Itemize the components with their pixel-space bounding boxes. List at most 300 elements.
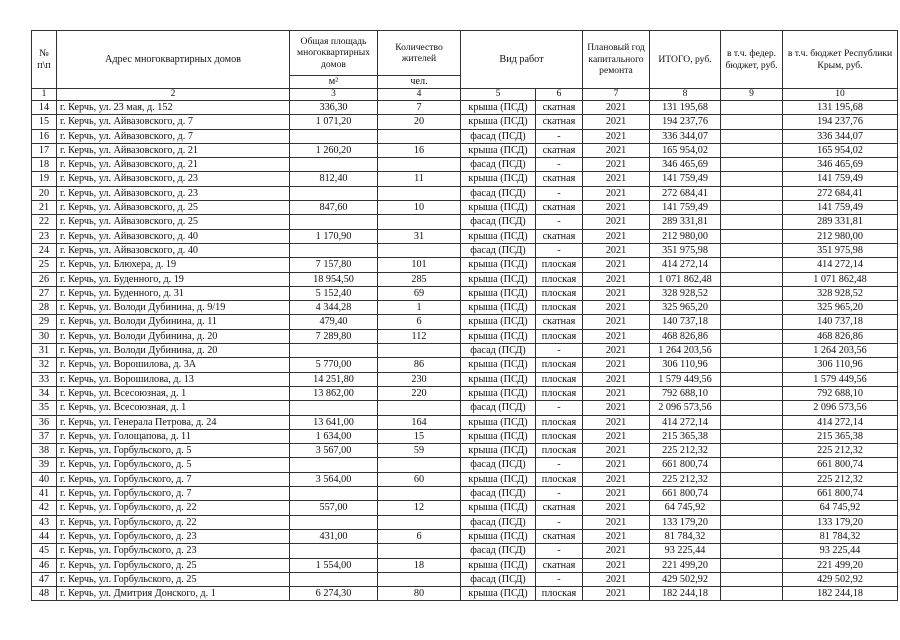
cell-num: 45 — [32, 544, 57, 558]
cell-address: г. Керчь, ул. Горбульского, д. 5 — [57, 458, 290, 472]
cell-crimea: 215 365,38 — [783, 429, 898, 443]
cell-crimea: 64 745,92 — [783, 501, 898, 515]
cell-crimea: 414 272,14 — [783, 415, 898, 429]
cell-area — [290, 129, 378, 143]
cell-num: 21 — [32, 201, 57, 215]
cell-residents: 112 — [378, 329, 461, 343]
cell-address: г. Керчь, ул. Буденного, д. 31 — [57, 286, 290, 300]
table-row — [32, 115, 898, 129]
cell-total: 468 826,86 — [650, 329, 721, 343]
cell-crimea: 346 465,69 — [783, 158, 898, 172]
cell-federal — [721, 444, 783, 458]
cell-federal — [721, 229, 783, 243]
column-number: 3 — [290, 89, 378, 101]
cell-num: 40 — [32, 472, 57, 486]
cell-address: г. Керчь, ул. Горбульского, д. 22 — [57, 515, 290, 529]
cell-roof-kind: - — [536, 458, 583, 472]
cell-total: 140 737,18 — [650, 315, 721, 329]
cell-area: 3 567,00 — [290, 444, 378, 458]
header-year: Плановый год капитального ремонта — [583, 31, 650, 89]
cell-crimea: 2 096 573,56 — [783, 401, 898, 415]
cell-area — [290, 186, 378, 200]
cell-area — [290, 487, 378, 501]
cell-address: г. Керчь, ул. Всесоюзная, д. 1 — [57, 386, 290, 400]
cell-num: 23 — [32, 229, 57, 243]
cell-address: г. Керчь, ул. Айвазовского, д. 40 — [57, 243, 290, 257]
cell-year: 2021 — [583, 129, 650, 143]
cell-address: г. Керчь, ул. Айвазовского, д. 7 — [57, 129, 290, 143]
cell-roof-kind: скатная — [536, 115, 583, 129]
cell-crimea: 289 331,81 — [783, 215, 898, 229]
cell-residents: 285 — [378, 272, 461, 286]
cell-federal — [721, 386, 783, 400]
cell-roof-kind: - — [536, 544, 583, 558]
cell-address: г. Керчь, ул. Айвазовского, д. 23 — [57, 172, 290, 186]
cell-year: 2021 — [583, 358, 650, 372]
cell-area — [290, 544, 378, 558]
cell-residents: 12 — [378, 501, 461, 515]
cell-total: 328 928,52 — [650, 286, 721, 300]
cell-num: 39 — [32, 458, 57, 472]
cell-residents: 6 — [378, 315, 461, 329]
table-body — [32, 101, 898, 601]
cell-residents: 59 — [378, 444, 461, 458]
cell-year: 2021 — [583, 372, 650, 386]
cell-federal — [721, 101, 783, 115]
column-number-row — [32, 89, 898, 101]
cell-work-type: крыша (ПСД) — [461, 258, 536, 272]
cell-roof-kind: - — [536, 186, 583, 200]
cell-residents: 86 — [378, 358, 461, 372]
cell-residents: 31 — [378, 229, 461, 243]
cell-roof-kind: плоская — [536, 444, 583, 458]
table-row — [32, 229, 898, 243]
cell-address: г. Керчь, ул. Горбульского, д. 7 — [57, 487, 290, 501]
cell-num: 37 — [32, 429, 57, 443]
cell-total: 289 331,81 — [650, 215, 721, 229]
cell-area — [290, 572, 378, 586]
cell-crimea: 1 579 449,56 — [783, 372, 898, 386]
cell-area: 18 954,50 — [290, 272, 378, 286]
cell-work-type: крыша (ПСД) — [461, 201, 536, 215]
cell-area: 13 641,00 — [290, 415, 378, 429]
cell-total: 1 264 203,56 — [650, 344, 721, 358]
cell-year: 2021 — [583, 186, 650, 200]
cell-federal — [721, 572, 783, 586]
cell-address: г. Керчь, ул. Володи Дубинина, д. 9/19 — [57, 301, 290, 315]
header-area-unit: м² — [290, 76, 378, 89]
cell-roof-kind: - — [536, 401, 583, 415]
cell-federal — [721, 472, 783, 486]
cell-crimea: 225 212,32 — [783, 444, 898, 458]
cell-work-type: крыша (ПСД) — [461, 444, 536, 458]
cell-year: 2021 — [583, 243, 650, 257]
table-row — [32, 429, 898, 443]
cell-area — [290, 458, 378, 472]
cell-area: 336,30 — [290, 101, 378, 115]
cell-year: 2021 — [583, 143, 650, 157]
cell-work-type: крыша (ПСД) — [461, 143, 536, 157]
cell-address: г. Керчь, ул. Айвазовского, д. 25 — [57, 215, 290, 229]
table-row — [32, 386, 898, 400]
cell-crimea: 468 826,86 — [783, 329, 898, 343]
cell-total: 272 684,41 — [650, 186, 721, 200]
table-row — [32, 258, 898, 272]
cell-roof-kind: скатная — [536, 529, 583, 543]
cell-residents: 220 — [378, 386, 461, 400]
cell-area: 847,60 — [290, 201, 378, 215]
table-row — [32, 129, 898, 143]
table-row — [32, 301, 898, 315]
cell-num: 14 — [32, 101, 57, 115]
cell-address: г. Керчь, ул. Володи Дубинина, д. 20 — [57, 329, 290, 343]
cell-work-type: фасад (ПСД) — [461, 458, 536, 472]
cell-num: 41 — [32, 487, 57, 501]
cell-year: 2021 — [583, 386, 650, 400]
cell-residents — [378, 215, 461, 229]
cell-residents: 15 — [378, 429, 461, 443]
table-row — [32, 143, 898, 157]
cell-work-type: крыша (ПСД) — [461, 315, 536, 329]
cell-year: 2021 — [583, 115, 650, 129]
cell-federal — [721, 329, 783, 343]
cell-area: 6 274,30 — [290, 587, 378, 601]
cell-total: 64 745,92 — [650, 501, 721, 515]
header-residents: Количество жителей — [378, 31, 461, 76]
cell-area — [290, 344, 378, 358]
repair-plan-table — [31, 30, 898, 601]
cell-federal — [721, 143, 783, 157]
cell-federal — [721, 587, 783, 601]
cell-total: 306 110,96 — [650, 358, 721, 372]
cell-residents: 60 — [378, 472, 461, 486]
cell-work-type: крыша (ПСД) — [461, 386, 536, 400]
cell-address: г. Керчь, ул. Голощапова, д. 11 — [57, 429, 290, 443]
cell-area: 7 157,80 — [290, 258, 378, 272]
cell-total: 336 344,07 — [650, 129, 721, 143]
cell-residents: 18 — [378, 558, 461, 572]
cell-year: 2021 — [583, 229, 650, 243]
cell-work-type: крыша (ПСД) — [461, 172, 536, 186]
cell-crimea: 141 759,49 — [783, 172, 898, 186]
cell-num: 48 — [32, 587, 57, 601]
cell-federal — [721, 401, 783, 415]
cell-work-type: крыша (ПСД) — [461, 472, 536, 486]
cell-total: 325 965,20 — [650, 301, 721, 315]
cell-year: 2021 — [583, 258, 650, 272]
table-row — [32, 415, 898, 429]
table-row — [32, 515, 898, 529]
cell-address: г. Керчь, ул. Айвазовского, д. 7 — [57, 115, 290, 129]
cell-federal — [721, 358, 783, 372]
cell-roof-kind: - — [536, 129, 583, 143]
cell-num: 32 — [32, 358, 57, 372]
cell-residents: 10 — [378, 201, 461, 215]
cell-num: 35 — [32, 401, 57, 415]
cell-crimea: 93 225,44 — [783, 544, 898, 558]
cell-total: 221 499,20 — [650, 558, 721, 572]
cell-address: г. Керчь, ул. Айвазовского, д. 21 — [57, 158, 290, 172]
cell-num: 27 — [32, 286, 57, 300]
cell-federal — [721, 186, 783, 200]
cell-crimea: 414 272,14 — [783, 258, 898, 272]
cell-total: 414 272,14 — [650, 415, 721, 429]
cell-crimea: 212 980,00 — [783, 229, 898, 243]
cell-crimea: 272 684,41 — [783, 186, 898, 200]
cell-total: 661 800,74 — [650, 487, 721, 501]
column-number: 4 — [378, 89, 461, 101]
cell-federal — [721, 415, 783, 429]
cell-area — [290, 243, 378, 257]
cell-roof-kind: плоская — [536, 587, 583, 601]
cell-area — [290, 158, 378, 172]
cell-crimea: 429 502,92 — [783, 572, 898, 586]
cell-num: 44 — [32, 529, 57, 543]
table-row — [32, 372, 898, 386]
cell-address: г. Керчь, ул. Генерала Петрова, д. 24 — [57, 415, 290, 429]
cell-num: 17 — [32, 143, 57, 157]
cell-num: 38 — [32, 444, 57, 458]
cell-total: 429 502,92 — [650, 572, 721, 586]
cell-crimea: 81 784,32 — [783, 529, 898, 543]
cell-roof-kind: - — [536, 572, 583, 586]
cell-address: г. Керчь, ул. Володи Дубинина, д. 11 — [57, 315, 290, 329]
cell-address: г. Керчь, ул. Ворошилова, д. 3А — [57, 358, 290, 372]
cell-residents: 101 — [378, 258, 461, 272]
cell-work-type: фасад (ПСД) — [461, 215, 536, 229]
cell-work-type: фасад (ПСД) — [461, 544, 536, 558]
cell-roof-kind: - — [536, 344, 583, 358]
cell-year: 2021 — [583, 401, 650, 415]
cell-address: г. Керчь, ул. 23 мая, д. 152 — [57, 101, 290, 115]
cell-area: 1 260,20 — [290, 143, 378, 157]
cell-num: 42 — [32, 501, 57, 515]
cell-work-type: фасад (ПСД) — [461, 186, 536, 200]
cell-year: 2021 — [583, 572, 650, 586]
cell-residents — [378, 515, 461, 529]
cell-crimea: 306 110,96 — [783, 358, 898, 372]
cell-year: 2021 — [583, 201, 650, 215]
cell-crimea: 351 975,98 — [783, 243, 898, 257]
header-residents-unit: чел. — [378, 76, 461, 89]
cell-year: 2021 — [583, 415, 650, 429]
cell-residents — [378, 243, 461, 257]
table-row — [32, 329, 898, 343]
cell-address: г. Керчь, ул. Айвазовского, д. 21 — [57, 143, 290, 157]
cell-federal — [721, 301, 783, 315]
cell-work-type: фасад (ПСД) — [461, 158, 536, 172]
cell-federal — [721, 115, 783, 129]
cell-crimea: 325 965,20 — [783, 301, 898, 315]
cell-crimea: 661 800,74 — [783, 458, 898, 472]
cell-area: 3 564,00 — [290, 472, 378, 486]
cell-roof-kind: плоская — [536, 358, 583, 372]
cell-work-type: фасад (ПСД) — [461, 344, 536, 358]
cell-residents: 6 — [378, 529, 461, 543]
cell-crimea: 141 759,49 — [783, 201, 898, 215]
cell-num: 24 — [32, 243, 57, 257]
cell-work-type: крыша (ПСД) — [461, 558, 536, 572]
cell-num: 22 — [32, 215, 57, 229]
cell-total: 141 759,49 — [650, 172, 721, 186]
table-row — [32, 529, 898, 543]
cell-crimea: 661 800,74 — [783, 487, 898, 501]
cell-roof-kind: скатная — [536, 558, 583, 572]
repair-plan-sheet — [31, 30, 897, 601]
cell-area — [290, 515, 378, 529]
cell-total: 351 975,98 — [650, 243, 721, 257]
cell-roof-kind: плоская — [536, 429, 583, 443]
cell-work-type: крыша (ПСД) — [461, 358, 536, 372]
cell-year: 2021 — [583, 515, 650, 529]
table-row — [32, 458, 898, 472]
cell-federal — [721, 544, 783, 558]
cell-federal — [721, 315, 783, 329]
cell-address: г. Керчь, ул. Горбульского, д. 5 — [57, 444, 290, 458]
cell-address: г. Керчь, ул. Айвазовского, д. 40 — [57, 229, 290, 243]
cell-federal — [721, 272, 783, 286]
cell-num: 33 — [32, 372, 57, 386]
cell-address: г. Керчь, ул. Горбульского, д. 7 — [57, 472, 290, 486]
cell-work-type: крыша (ПСД) — [461, 501, 536, 515]
cell-crimea: 165 954,02 — [783, 143, 898, 157]
cell-federal — [721, 487, 783, 501]
cell-year: 2021 — [583, 458, 650, 472]
cell-crimea: 140 737,18 — [783, 315, 898, 329]
cell-residents: 11 — [378, 172, 461, 186]
cell-total: 2 096 573,56 — [650, 401, 721, 415]
cell-work-type: фасад (ПСД) — [461, 572, 536, 586]
cell-federal — [721, 458, 783, 472]
cell-total: 414 272,14 — [650, 258, 721, 272]
cell-residents — [378, 344, 461, 358]
cell-residents — [378, 158, 461, 172]
cell-work-type: крыша (ПСД) — [461, 286, 536, 300]
cell-area: 4 344,28 — [290, 301, 378, 315]
cell-total: 182 244,18 — [650, 587, 721, 601]
cell-num: 25 — [32, 258, 57, 272]
cell-federal — [721, 529, 783, 543]
cell-address: г. Керчь, ул. Горбульского, д. 25 — [57, 572, 290, 586]
cell-work-type: крыша (ПСД) — [461, 229, 536, 243]
cell-area: 1 634,00 — [290, 429, 378, 443]
cell-residents: 7 — [378, 101, 461, 115]
table-row — [32, 286, 898, 300]
cell-year: 2021 — [583, 501, 650, 515]
cell-address: г. Керчь, ул. Ворошилова, д. 13 — [57, 372, 290, 386]
cell-work-type: фасад (ПСД) — [461, 487, 536, 501]
cell-roof-kind: - — [536, 158, 583, 172]
table-row — [32, 401, 898, 415]
cell-crimea: 1 264 203,56 — [783, 344, 898, 358]
cell-residents — [378, 186, 461, 200]
cell-roof-kind: - — [536, 215, 583, 229]
table-row — [32, 215, 898, 229]
cell-federal — [721, 258, 783, 272]
table-row — [32, 344, 898, 358]
cell-area — [290, 401, 378, 415]
cell-year: 2021 — [583, 101, 650, 115]
cell-year: 2021 — [583, 215, 650, 229]
cell-total: 81 784,32 — [650, 529, 721, 543]
header-num: № п\п — [32, 31, 57, 89]
table-row — [32, 558, 898, 572]
cell-work-type: крыша (ПСД) — [461, 587, 536, 601]
cell-year: 2021 — [583, 472, 650, 486]
cell-residents: 69 — [378, 286, 461, 300]
cell-num: 47 — [32, 572, 57, 586]
cell-year: 2021 — [583, 487, 650, 501]
column-number: 6 — [536, 89, 583, 101]
cell-num: 34 — [32, 386, 57, 400]
table-row — [32, 472, 898, 486]
cell-crimea: 221 499,20 — [783, 558, 898, 572]
cell-total: 1 071 862,48 — [650, 272, 721, 286]
cell-work-type: крыша (ПСД) — [461, 329, 536, 343]
table-row — [32, 358, 898, 372]
cell-total: 1 579 449,56 — [650, 372, 721, 386]
cell-federal — [721, 129, 783, 143]
cell-year: 2021 — [583, 286, 650, 300]
cell-roof-kind: плоская — [536, 286, 583, 300]
cell-total: 225 212,32 — [650, 472, 721, 486]
cell-year: 2021 — [583, 315, 650, 329]
table-row — [32, 544, 898, 558]
table-row — [32, 201, 898, 215]
cell-num: 20 — [32, 186, 57, 200]
cell-residents: 164 — [378, 415, 461, 429]
table-row — [32, 101, 898, 115]
table-row — [32, 186, 898, 200]
cell-roof-kind: плоская — [536, 386, 583, 400]
cell-federal — [721, 515, 783, 529]
cell-address: г. Керчь, ул. Горбульского, д. 25 — [57, 558, 290, 572]
cell-residents — [378, 458, 461, 472]
cell-year: 2021 — [583, 344, 650, 358]
cell-crimea: 792 688,10 — [783, 386, 898, 400]
header-work-type: Вид работ — [461, 31, 583, 89]
cell-area: 1 554,00 — [290, 558, 378, 572]
column-number: 1 — [32, 89, 57, 101]
cell-total: 212 980,00 — [650, 229, 721, 243]
cell-residents — [378, 487, 461, 501]
cell-federal — [721, 172, 783, 186]
cell-num: 31 — [32, 344, 57, 358]
cell-federal — [721, 501, 783, 515]
cell-federal — [721, 558, 783, 572]
cell-year: 2021 — [583, 272, 650, 286]
cell-area: 1 071,20 — [290, 115, 378, 129]
cell-roof-kind: скатная — [536, 201, 583, 215]
cell-num: 46 — [32, 558, 57, 572]
cell-total: 93 225,44 — [650, 544, 721, 558]
cell-roof-kind: плоская — [536, 472, 583, 486]
table-row — [32, 501, 898, 515]
cell-address: г. Керчь, ул. Всесоюзная, д. 1 — [57, 401, 290, 415]
cell-total: 792 688,10 — [650, 386, 721, 400]
cell-year: 2021 — [583, 172, 650, 186]
cell-residents: 1 — [378, 301, 461, 315]
cell-year: 2021 — [583, 301, 650, 315]
cell-work-type: фасад (ПСД) — [461, 243, 536, 257]
column-number: 9 — [721, 89, 783, 101]
cell-year: 2021 — [583, 544, 650, 558]
cell-num: 29 — [32, 315, 57, 329]
cell-crimea: 194 237,76 — [783, 115, 898, 129]
cell-area: 14 251,80 — [290, 372, 378, 386]
table-row — [32, 444, 898, 458]
cell-year: 2021 — [583, 429, 650, 443]
